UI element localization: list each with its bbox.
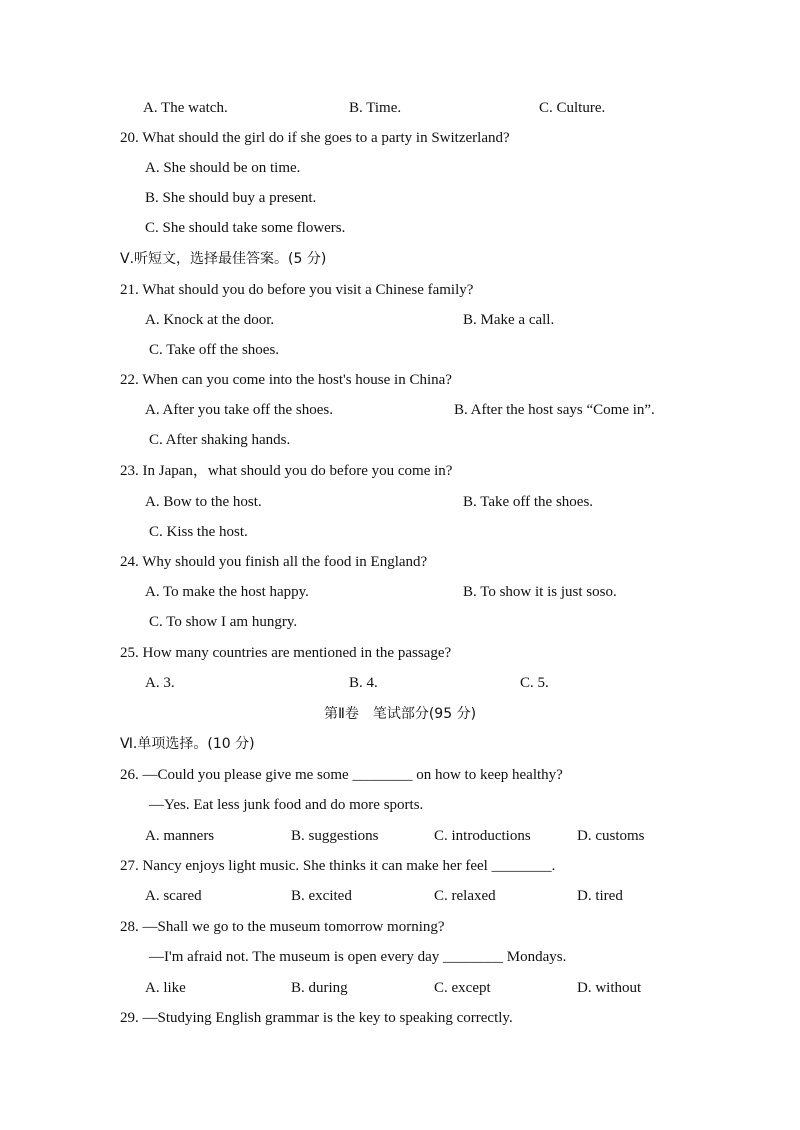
q19-option-b: B. Time. <box>349 100 402 116</box>
q23-stem: 23. In Japan，what should you do before you come in? <box>120 463 453 479</box>
q25-option-a: A. 3. <box>145 675 175 691</box>
q22-option-c: C. After shaking hands. <box>149 432 291 448</box>
q26-option-c: C. introductions <box>434 828 531 844</box>
q22-option-b: B. After the host says “Come in”. <box>454 402 655 418</box>
q27-option-a: A. scared <box>145 888 202 904</box>
q21-option-c: C. Take off the shoes. <box>149 342 280 358</box>
q24-option-c: C. To show I am hungry. <box>149 614 298 630</box>
q24-option-a: A. To make the host happy. <box>145 584 309 600</box>
q20-stem: 20. What should the girl do if she goes to a party in Switzerland? <box>120 130 510 146</box>
q28-option-b: B. during <box>291 980 348 996</box>
q20-option-c: C. She should take some flowers. <box>145 220 346 236</box>
q28-stem: 28. —Shall we go to the museum tomorrow morning? <box>120 919 445 935</box>
q28-option-c: C. except <box>434 980 491 996</box>
q23-option-c: C. Kiss the host. <box>149 524 248 540</box>
section-6-title: Ⅵ.单项选择。(10 分) <box>120 736 255 752</box>
q23-option-b: B. Take off the shoes. <box>463 494 594 510</box>
q27-option-b: B. excited <box>291 888 352 904</box>
q27-option-c: C. relaxed <box>434 888 496 904</box>
q20-option-b: B. She should buy a present. <box>145 190 317 206</box>
q19-option-c: C. Culture. <box>539 100 606 116</box>
q22-stem: 22. When can you come into the host's house in China? <box>120 372 452 388</box>
q27-stem: 27. Nancy enjoys light music. She thinks it can make her feel ________. <box>120 858 556 874</box>
q25-option-c: C. 5. <box>520 675 549 691</box>
q22-option-a: A. After you take off the shoes. <box>145 402 334 418</box>
q28-reply: —I'm afraid not. The museum is open every day ________ Mondays. <box>149 949 567 965</box>
q28-option-a: A. like <box>145 980 186 996</box>
q29-stem: 29. —Studying English grammar is the key to speaking correctly. <box>120 1010 513 1026</box>
q21-option-a: A. Knock at the door. <box>145 312 275 328</box>
q24-stem: 24. Why should you finish all the food in England? <box>120 554 428 570</box>
q27-option-d: D. tired <box>577 888 623 904</box>
q23-option-a: A. Bow to the host. <box>145 494 262 510</box>
part-2-title: 第Ⅱ卷 笔试部分(95 分) <box>323 706 477 722</box>
q26-option-b: B. suggestions <box>291 828 379 844</box>
section-5-title: Ⅴ.听短文，选择最佳答案。(5 分) <box>120 251 327 267</box>
q19-option-a: A. The watch. <box>143 100 228 116</box>
q24-option-b: B. To show it is just soso. <box>463 584 617 600</box>
q28-option-d: D. without <box>577 980 642 996</box>
q21-stem: 21. What should you do before you visit a Chinese family? <box>120 282 474 298</box>
q26-option-a: A. manners <box>145 828 215 844</box>
q25-stem: 25. How many countries are mentioned in the passage? <box>120 645 452 661</box>
q26-option-d: D. customs <box>577 828 645 844</box>
q20-option-a: A. She should be on time. <box>145 160 301 176</box>
q21-option-b: B. Make a call. <box>463 312 555 328</box>
q25-option-b: B. 4. <box>349 675 378 691</box>
q26-stem: 26. —Could you please give me some ________ on how to keep healthy? <box>120 767 563 783</box>
q26-reply: —Yes. Eat less junk food and do more sports. <box>149 797 424 813</box>
